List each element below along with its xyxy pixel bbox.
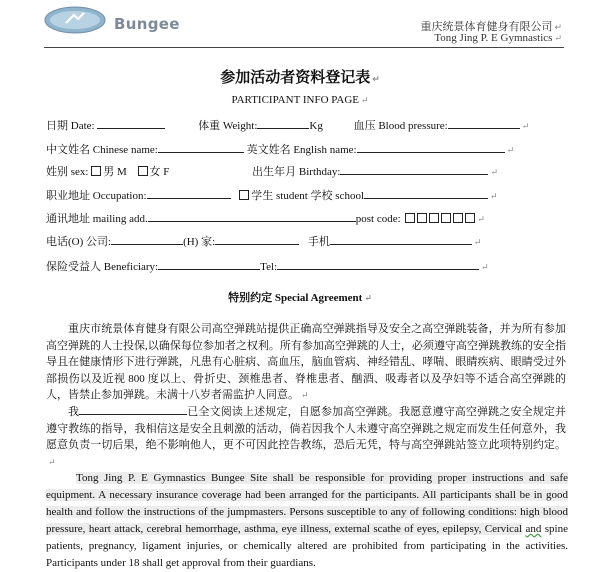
special-agreement-heading: 特别约定 Special Agreement ↵ [228, 292, 372, 304]
row-date-weight-bp: 日期 Date: 体重 Weight: Kg 血压 Blood pressure: ↵ [46, 120, 530, 132]
school-label: 学校 school [310, 190, 365, 202]
male-checkbox[interactable] [91, 166, 101, 176]
postcode-label: post code: [355, 213, 401, 225]
beneficiary-field[interactable] [158, 259, 260, 270]
company-name-cn: 重庆统景体育健身有限公司 ↵ [420, 20, 562, 33]
agreement-paragraph-cn: 重庆市统景体育健身有限公司高空弹跳站提供正确高空弹跳指导及安全之高空弹跳装备，并为所有参加高空弹跳的人士投保,以确保每位参加者之权利。所有参加高空弹跳的人士，必须遵守高空弹跳教练的安全指导且在健康情形下进行弹跳，凡患有心脏病、高血压，脑血管病、神经错乱、哮喘、眼睛疾病、眼睛受过外部损伤以及近视 800 度以上、骨折史、颈椎患者、脊椎患者、酗酒、吸毒者以及孕妇等不适合高空弹跳的人，皆禁止参加弹跳。未满十八岁者需监护人同意。 ↵ [46, 323, 566, 401]
phone-label: 电话(O) 公司: [46, 236, 112, 248]
english-name-field[interactable] [357, 142, 505, 153]
postcode-boxes[interactable] [403, 213, 475, 225]
occupation-label: 职业地址 Occupation: [46, 190, 147, 202]
mobile-label: 手机 [307, 236, 330, 248]
tel-label: Tel: [260, 261, 278, 273]
student-checkbox[interactable] [239, 190, 249, 200]
participant-signature-field[interactable] [79, 404, 187, 415]
date-field[interactable] [97, 118, 165, 129]
mobile-field[interactable] [330, 234, 472, 245]
address-field[interactable] [148, 211, 356, 222]
weight-label: 体重 Weight: [198, 120, 258, 132]
female-checkbox[interactable] [138, 166, 148, 176]
chinese-name-field[interactable] [158, 142, 244, 153]
blood-pressure-field[interactable] [448, 118, 520, 129]
female-label: 女 F [149, 166, 170, 178]
row-names: 中文姓名 Chinese name: 英文姓名 English name: ↵ [46, 144, 515, 156]
sex-label: 姓别 sex: [46, 166, 89, 178]
row-phone: 电话(O) 公司: (H) 家: 手机 ↵ [46, 236, 482, 248]
company-name-en: Tong Jing P. E Gymnastics ↵ [434, 32, 562, 44]
home-phone-field[interactable] [215, 234, 299, 245]
birthday-label: 出生年月 Birthday: [252, 166, 341, 178]
brand-name: Bungee [114, 15, 180, 33]
form-title: 参加活动者资料登记表 ↵ [220, 68, 380, 86]
row-address-postcode: 通讯地址 mailing add. post code: ↵ [46, 213, 485, 225]
beneficiary-label: 保险受益人 Beneficiary: [46, 261, 159, 273]
blood-pressure-label: 血压 Blood pressure: [353, 120, 448, 132]
male-label: 男 M [103, 166, 127, 178]
row-occupation-school: 职业地址 Occupation: 学生 student 学校 school ↵ [46, 190, 498, 202]
company-phone-field[interactable] [111, 234, 183, 245]
english-name-label: 英文姓名 English name: [246, 144, 357, 156]
school-field[interactable] [364, 188, 488, 199]
chinese-name-label: 中文姓名 Chinese name: [46, 144, 158, 156]
tel-field[interactable] [277, 259, 479, 270]
consent-paragraph-cn: 我 已全文阅读上述规定，自愿参加高空弹跳。我愿意遵守高空弹跳之安全规定并遵守教练的指导，我相信这是安全且刺激的活动，倘若因我个人未遵守高空弹跳之规定而发生任何意外，我愿意负责一切后果，绝不影响他人，更不可因此控告教练，恐后无凭，特与高空弹跳站签立此项特别约定。↵ [46, 406, 567, 467]
form-subtitle: PARTICIPANT INFO PAGE ↵ [231, 94, 369, 106]
bungee-logo-icon [44, 6, 106, 34]
row-beneficiary: 保险受益人 Beneficiary: Tel: ↵ [46, 261, 489, 273]
weight-unit: Kg [309, 120, 323, 132]
row-sex-birthday: 姓别 sex: 男 M 女 F 出生年月 Birthday: ↵ [46, 166, 498, 178]
student-label: 学生 student [251, 190, 308, 202]
home-phone-label: (H) 家: [183, 236, 216, 248]
address-label: 通讯地址 mailing add. [46, 213, 148, 225]
agreement-paragraph-en: Tong Jing P. E Gymnastics Bungee Site shall be responsible for providing proper instructions and safe equipment. A necessary insurance coverage had been arranged for the participants. All participants shall be in good health and follow the instructions of the jumpmasters. Persons susceptible to any of following conditions: high blood pressure, heart attack, cerebral hemorrhage, asthma, eye illness, external scathe of eyes, epilepsy, Cervical and spine patients, pregnancy, ligament injuries, or chemically altered are prohibited from participating in the activities. Participants under 18 shall get approval from their guardians. [46, 472, 568, 569]
birthday-field[interactable] [340, 164, 488, 175]
header-divider [44, 47, 564, 48]
occupation-field[interactable] [147, 188, 231, 199]
consent-text-start: 我 [68, 406, 80, 418]
date-label: 日期 Date: [46, 120, 95, 132]
weight-field[interactable] [257, 118, 309, 129]
